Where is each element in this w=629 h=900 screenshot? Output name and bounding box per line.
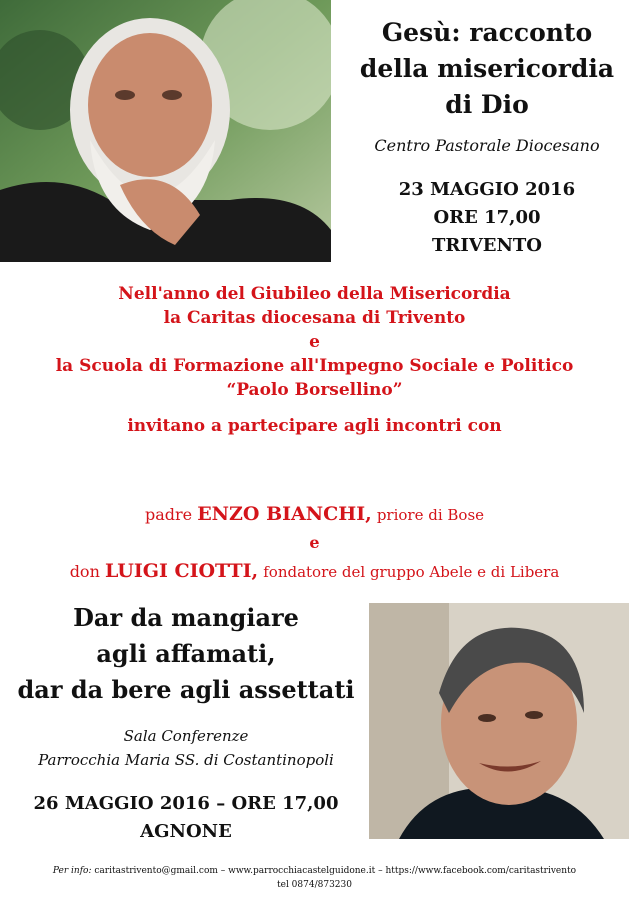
speaker-role: fondatore del gruppo Abele e di Libera	[263, 563, 560, 581]
invitation-line: la Caritas diocesana di Trivento	[163, 308, 466, 328]
footer-contacts: caritastrivento@gmail.com – www.parrocchiacastelguidone.it – https://www.facebook.com/caritastrivento	[94, 866, 577, 876]
event2-venue-line: Sala Conferenze	[123, 727, 249, 745]
event2-venue	[0, 724, 372, 772]
event1-date: 23 MAGGIO 2016	[398, 179, 576, 200]
event2-title-line: Dar da mangiare	[73, 603, 299, 632]
footer-label: Per info:	[52, 866, 92, 876]
event2-venue-line: Parrocchia Maria SS. di Costantinopoli	[38, 751, 334, 769]
speakers-conjunction: e	[309, 533, 320, 552]
invitation-action: invitano a partecipare agli incontri con	[127, 416, 502, 436]
event1-time: ORE 17,00	[433, 207, 541, 228]
portrait-photo-enzo-bianchi	[0, 0, 331, 262]
event1-title-line: di Dio	[445, 90, 529, 119]
event2-datetime: 26 MAGGIO 2016 – ORE 17,00	[33, 793, 339, 814]
invitation-line: la Scuola di Formazione all'Impegno Sociale e Politico	[55, 356, 574, 376]
portrait-photo-luigi-ciotti	[369, 603, 629, 839]
footer-phone: tel 0874/873230	[277, 880, 352, 890]
speaker-name: ENZO BIANCHI,	[197, 503, 372, 525]
speaker-prefix: padre	[144, 505, 193, 524]
event2-title-line: agli affamati,	[96, 639, 276, 668]
speaker-enzo-bianchi	[0, 500, 629, 529]
event1-organizer: Centro Pastorale Diocesano	[374, 136, 600, 155]
speaker-prefix: don	[69, 562, 100, 581]
footer-info	[0, 864, 629, 892]
event1-place: TRIVENTO	[432, 235, 542, 256]
invitation-line: e	[309, 332, 320, 352]
invitation-text	[0, 282, 629, 438]
event1-title	[345, 15, 629, 123]
invitation-line: “Paolo Borsellino”	[226, 380, 403, 400]
event1-date-block	[345, 176, 629, 260]
event2-title-line: dar da bere agli assettati	[17, 675, 355, 704]
event1-title-line: della misericordia	[359, 54, 615, 83]
speaker-luigi-ciotti	[0, 557, 629, 586]
event2-date-block	[0, 790, 372, 846]
speaker-name: LUIGI CIOTTI,	[104, 560, 259, 582]
speakers-block	[0, 500, 629, 586]
event1-title-line: Gesù: racconto	[381, 18, 593, 47]
speaker-role: priore di Bose	[376, 506, 485, 524]
event2-title	[0, 600, 372, 708]
invitation-line: Nell'anno del Giubileo della Misericordia	[118, 284, 511, 304]
event2-place: AGNONE	[140, 821, 232, 842]
